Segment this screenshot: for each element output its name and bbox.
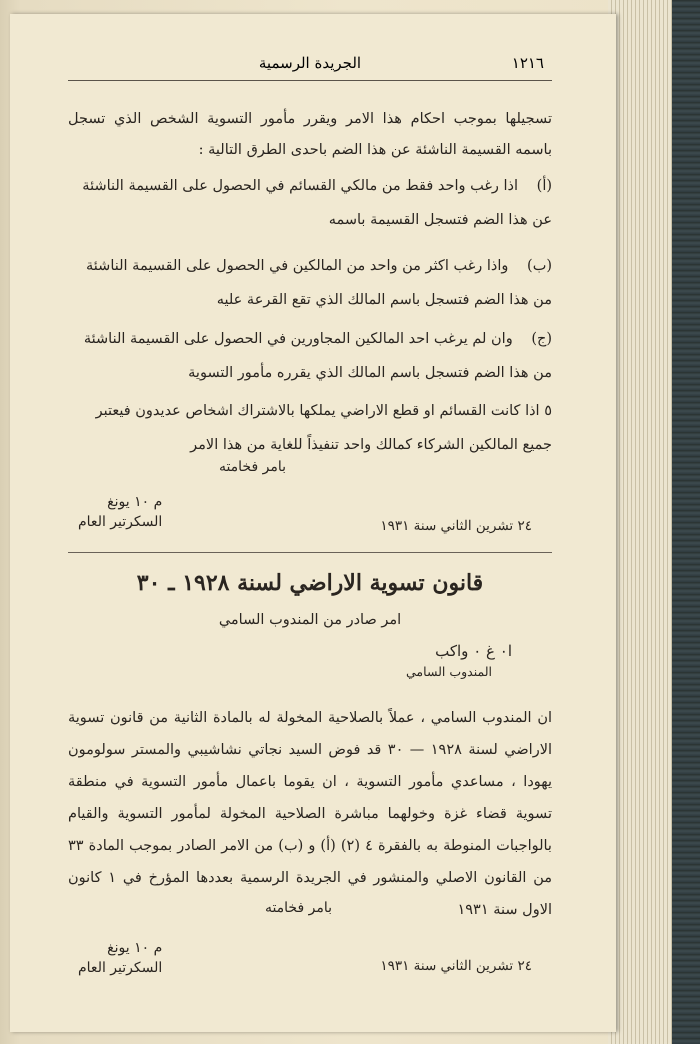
signer-title: السكرتير العام [78, 514, 163, 530]
by-order-line: بامر فخامته [218, 459, 286, 475]
high-commissioner-signature-block [406, 642, 512, 679]
order-date: ٢٤ تشرين الثاني سنة ١٩٣١ [380, 958, 532, 974]
clause-b [68, 249, 552, 317]
clause-mark: (ب) [527, 258, 552, 274]
by-order-line: بامر فخامته [264, 900, 332, 916]
clause-mark: (أ) [536, 178, 552, 194]
clause-text: واذا رغب اكثر من واحد من المالكين في الحصول على القسيمة الناشئة من هذا الضم فتسجل باسم المالك الذي تقع القرعة عليه [86, 258, 552, 308]
document-page [10, 14, 616, 1032]
clause-a [68, 169, 552, 237]
signer-name: م ١٠ يونغ [107, 494, 163, 510]
law-subtitle: امر صادر من المندوب السامي [218, 612, 402, 628]
clause-text: اذا كانت القسائم او قطع الاراضي يملكها بالاشتراك اشخاص عديدون فيعتبر جميع المالكين الشركاء كمالك واحد تنفيذاً للغاية من هذا الامر [95, 403, 552, 453]
signature-block [78, 494, 162, 530]
high-commissioner-signature: ا٠ غ ٠ واكب [435, 642, 512, 660]
page-header [68, 50, 552, 81]
law-title: قانون تسوية الاراضي لسنة ١٩٢٨ ـ ٣٠ [136, 570, 484, 596]
signer-title: السكرتير العام [78, 960, 163, 976]
section-divider [68, 552, 552, 553]
page-number: ١٢١٦ [511, 54, 544, 72]
law-body: ان المندوب السامي ، عملاً بالصلاحية المخولة له بالمادة الثانية من قانون تسوية الاراضي لسنة ١٩٢٨ — ٣٠ قد فوض السيد نجاتي نشاشيبي والمستر سولومون يهودا ، مساعدي مأمور التسوية ، ان يقوما باعمال مأمور التسوية في منطقة تسوية قضاء غزة وخولهما مباشرة الصلاحية المخولة لمأمور التسوية والقيام بالواجبات المنوطة به بالفقرة ٤ (٢) (أ) و (ب) من الامر الصادر بموجب المادة ٣٣ من القانون الاصلي والمنشور في الجريدة الرسمية بعددها المؤرخ في ١ كانون الاول سنة ١٩٣١ [68, 710, 553, 918]
publication-title: الجريدة الرسمية [258, 54, 362, 72]
intro-paragraph: تسجيلها بموجب احكام هذا الامر ويقرر مأمور التسوية الشخص الذي تسجل باسمه القسيمة الناشئة عن هذا الضم باحدى الطرق التالية : [68, 111, 552, 158]
clause-5 [68, 394, 552, 462]
clause-c [68, 322, 552, 390]
book-cover [672, 0, 700, 1044]
clause-text: وان لم يرغب احد المالكين المجاورين في الحصول على القسيمة الناشئة من هذا الضم فتسجل باسم المالك الذي يقرره مأمور التسوية [83, 331, 552, 381]
order-date: ٢٤ تشرين الثاني سنة ١٩٣١ [380, 518, 532, 534]
signature-block [78, 940, 162, 976]
high-commissioner-title: المندوب السامي [406, 664, 492, 679]
clause-mark: (ج) [531, 331, 552, 347]
signer-name: م ١٠ يونغ [107, 940, 163, 956]
clause-mark: ٥ [544, 403, 552, 419]
clause-text: اذا رغب واحد فقط من مالكي القسائم في الحصول على القسيمة الناشئة عن هذا الضم فتسجل القسيمة باسمه [82, 178, 552, 228]
